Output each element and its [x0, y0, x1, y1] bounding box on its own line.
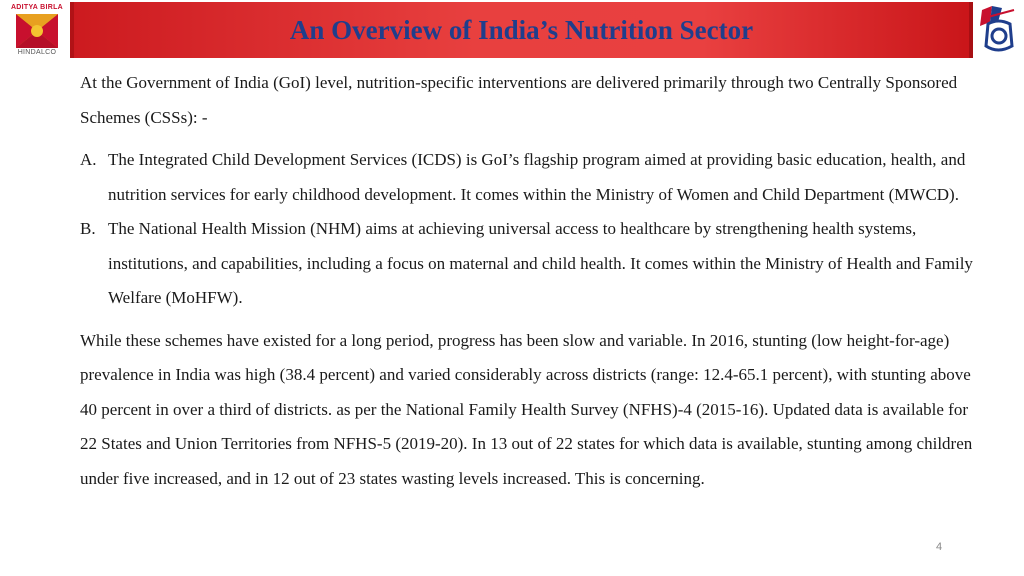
- school-emblem-icon: [978, 6, 1018, 54]
- list-item: [80, 143, 980, 212]
- logo-brand-bottom: HINDALCO: [17, 49, 57, 56]
- slide-body: [80, 66, 980, 496]
- aditya-birla-logo: [10, 4, 64, 58]
- schemes-list: [80, 143, 980, 316]
- intro-paragraph: At the Government of India (GoI) level, nutrition-specific interventions are delivered primarily through two Centrally Sponsored Schemes (CSSs): -: [80, 73, 958, 127]
- list-item-text: The Integrated Child Development Services (ICDS) is GoI’s flagship program aimed at providing basic education, health, and nutrition services for early childhood development. It comes within the Ministry of Women and Child Department (MWCD).: [108, 150, 966, 204]
- list-marker: B.: [80, 219, 96, 238]
- list-item-text: The National Health Mission (NHM) aims at achieving universal access to healthcare by strengthening health systems, institutions, and capabilities, including a focus on maternal and child health. It comes within the Ministry of Health and Family Welfare (MoHFW).: [108, 219, 973, 307]
- closing-paragraph: While these schemes have existed for a long period, progress has been slow and variable. In 2016, stunting (low height-for-age) prevalence in India was high (38.4 percent) and varied considerably across districts (range: 12.4-65.1 percent), with stunting above 40 percent in over a third of districts. as per the National Family Health Survey (NFHS)-4 (2015-16). Updated data is available for 22 States and Union Territories from NFHS-5 (2019-20). In 13 out of 22 states for which data is available, stunting among children under five increased, and in 12 out of 23 states wasting levels increased. This is concerning.: [80, 330, 973, 488]
- list-item: [80, 212, 980, 316]
- list-marker: A.: [80, 150, 97, 169]
- slide-title: An Overview of India’s Nutrition Sector: [289, 15, 754, 45]
- page-number: 4: [936, 541, 943, 553]
- school-emblem-logo: [978, 6, 1018, 54]
- logo-brand-top: ADITYA BIRLA: [10, 4, 64, 11]
- aditya-birla-sun-logo-icon: [16, 14, 58, 48]
